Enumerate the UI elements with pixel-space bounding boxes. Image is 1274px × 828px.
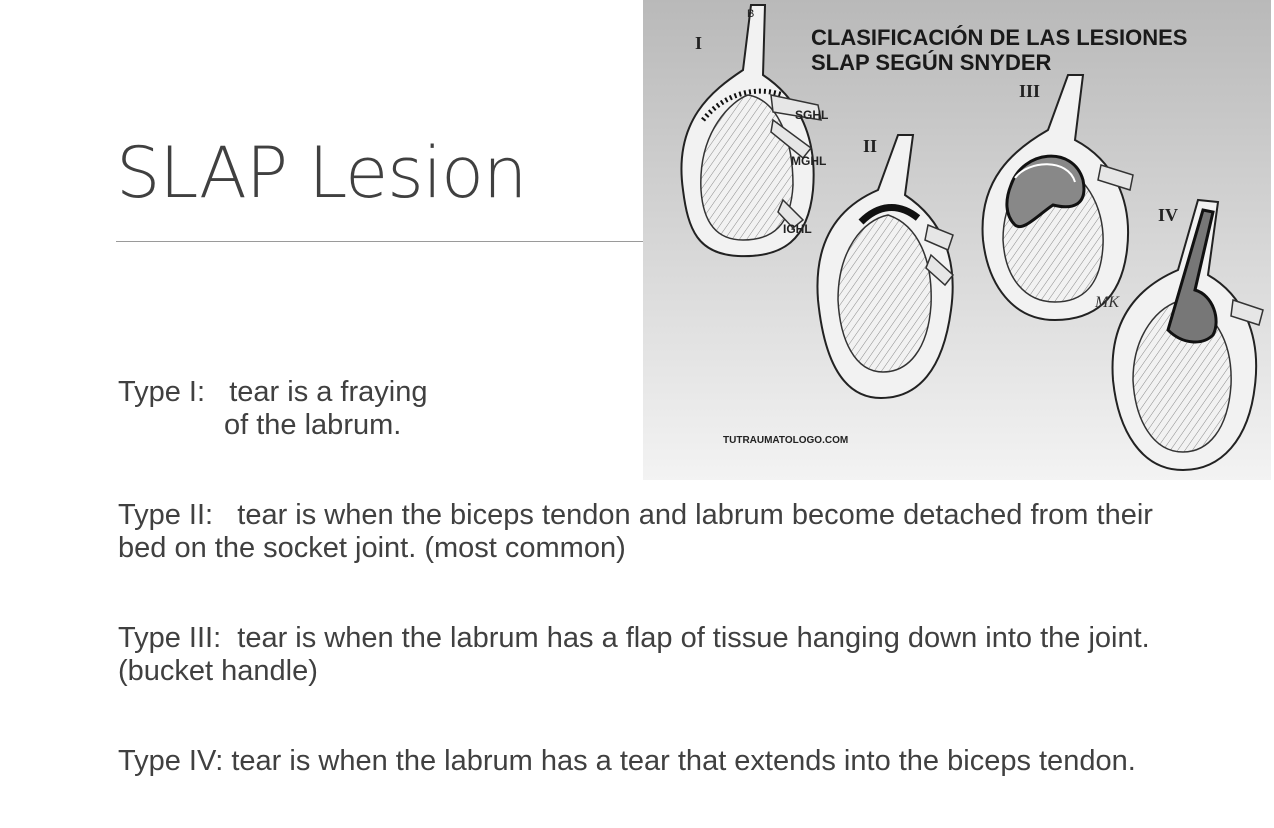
label-mghl: MGHL (791, 154, 827, 168)
type-2-description: Type II: tear is when the biceps tendon and labrum become detached from their bed on the socket joint. (most common) (118, 499, 1161, 564)
figure-heading-line-2: SLAP SEGÚN SNYDER (811, 50, 1052, 75)
label-ighl: IGHL (783, 222, 812, 236)
label-b: B (747, 8, 755, 20)
type-1-line-1: tear is a fraying (229, 376, 428, 408)
type-1-description (118, 376, 598, 442)
type-3-description: Type III: tear is when the labrum has a flap of tissue hanging down into the joint.(bucket handle) (118, 622, 1150, 687)
label-type-3: III (1019, 81, 1041, 101)
label-type-4: IV (1158, 205, 1179, 225)
slide-title: SLAP Lesion (116, 132, 527, 214)
slap-classification-figure (643, 0, 1271, 480)
title-divider (116, 241, 644, 242)
label-type-1: I (695, 33, 703, 53)
type-1-label: Type I: (118, 376, 206, 408)
type-4-description: Type IV: tear is when the labrum has a tear that extends into the biceps tendon. (118, 745, 1136, 777)
label-type-2: II (863, 136, 878, 156)
artist-signature: MK (1095, 294, 1119, 311)
label-sghl: SGHL (795, 108, 829, 122)
type-1-line-2: of the labrum. (224, 409, 402, 441)
figure-heading-line-1: CLASIFICACIÓN DE LAS LESIONES (811, 25, 1188, 50)
figure-source: TUTRAUMATOLOGO.COM (723, 435, 849, 446)
